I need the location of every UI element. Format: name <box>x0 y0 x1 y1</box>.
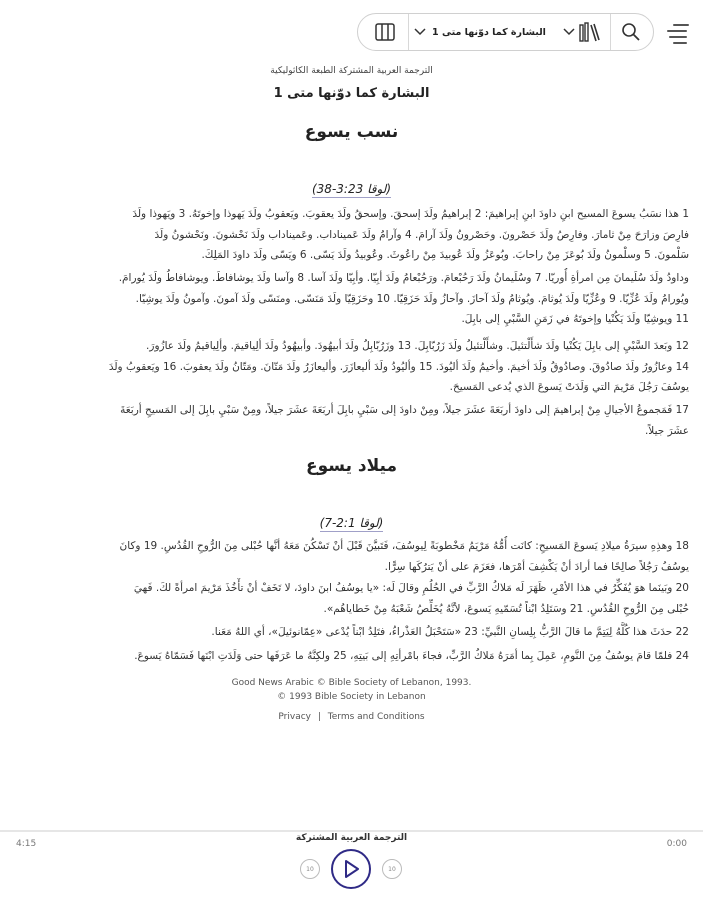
menu-button[interactable] <box>667 20 689 44</box>
paragraph <box>16 646 689 667</box>
columns-icon <box>375 23 395 41</box>
verse-line: يوسُفَ رَجُلَ مَرْيمَ التي وَلَدَتْ يَسوعَ الذي يُدعى المَسيحَ. <box>449 381 689 393</box>
cross-reference-link[interactable]: (لوقا 3:23-38) <box>311 182 391 196</box>
audio-title: الترجمة العربية المشتركة <box>295 833 408 843</box>
chapter-label: البشارة كما دوّنها متى 1 <box>432 26 546 38</box>
paragraph <box>16 204 689 266</box>
verse-line: 20 وبَينَما هوَ يُفَكِّرُ في هذا الأمْرِ، ظَهَرَ لَه مَلاكُ الرَّبِّ في الحُلُمِ وقالَ لَه: «يا يوسُفُ ابنَ داودَ، لا تَخَفْ أنْ تأْخُذَ مَرْيمَ امرأةً لكَ. فَهيَ <box>133 582 689 594</box>
verse-line: 1 هذا نسَبُ يسوعَ المسيح ابنِ داودَ ابنِ إبراهيمَ: 2 إبراهيمُ ولَدَ إسحقَ. وإسحقُ ولَدَ يعقوبَ. ويَعقوبُ ولَدَ يَهوذا وإخوتَهُ. 3 ويَهوذا ولَدَ <box>132 208 689 220</box>
copyright-line: Good News Arabic © Bible Society of Lebanon, 1993. <box>231 678 472 688</box>
verse-line: عشَرَ جيلاً. <box>644 424 689 437</box>
privacy-link[interactable]: Privacy <box>278 712 311 722</box>
paragraph <box>16 622 689 643</box>
skip-forward-button[interactable] <box>382 859 402 879</box>
verse-line: 14 وعازُورُ ولَدَ صادُوقَ. وصادُوقُ ولَدَ أخيمَ. وأخيمُ ولَدَ أليُودَ. 15 وأليُودُ ولَدَ أليعازَرَ. وأليعازَرُ ولَدَ مَتّانَ. ومَتّانُ ولَدَ يعقوبَ. 16 ويَعقوبُ ولَدَ <box>108 360 689 373</box>
parallel-view-button[interactable] <box>366 14 404 50</box>
translation-name: الترجمة العربية المشتركة الطبعة الكاثوليكية <box>270 66 433 76</box>
search-icon <box>621 22 641 42</box>
play-button[interactable] <box>331 849 371 889</box>
books-icon <box>579 22 601 42</box>
chapter-title: البشارة كما دوّنها متى 1 <box>273 86 430 101</box>
verse-line: 11 ويوشِيّا ولَدَ يَكُنْيا وإخوتَهُ في زَمَنِ السَّبْيِ إلى بابِلَ. <box>461 313 689 325</box>
chevron-down-icon <box>563 28 575 36</box>
audio-progress-bar[interactable] <box>0 830 703 832</box>
verse-line: ويُورامُ ولَدَ عُزِّيّا. 9 وعُزِّيّا ولَدَ يُوثامَ. ويُوثامُ ولَدَ آحازَ. وآحازُ ولَدَ حَزَقِيّا. 10 وحَزَقِيّا ولَدَ مَنَسّى. ومنَسّى ولَدَ آمونَ. وآمونُ ولَدَ يوشِيّا. <box>135 292 689 305</box>
skip-back-icon: 10 <box>306 865 314 873</box>
top-bar <box>0 0 703 60</box>
legal-links <box>0 712 703 722</box>
copyright-line: © 1993 Bible Society in Lebanon <box>277 692 426 702</box>
skip-forward-icon: 10 <box>388 865 396 873</box>
verse-line: 17 فَمَجموعُ الأجيالِ مِنْ إبراهيمَ إلى داودَ أربَعَةَ عشَرَ جيلاً، ومِنْ داودَ إلى سَبْيِ بابِلَ أربَعَةَ عشَرَ جيلاً، ومِنْ سَبْيِ بابِلَ إلى المَسيحِ أربَعَةَ <box>120 404 689 416</box>
verse-line: 12 وبَعدَ السَّبْيِ إلى بابِلَ يَكُنْيا ولَدَ شأَلْتئيلَ. وشأَلْتئيلُ ولَدَ زَرُبّابِلَ. 13 وزَرُبّابِلُ ولَدَ أبيهُودَ. وأبيهُودُ ولَدَ ألِياقيمَ. وألِياقيمُ ولَدَ عازُورَ. <box>146 340 689 352</box>
verse-line: 22 حدَثَ هذا كُلُّهُ لِيَتِمَّ ما قالَ الرَّبُّ بِلِسانِ النَّبيِّ: 23 «سَتَحْبَلُ العَذْراءُ، فتَلِدُ ابْناً يُدْعى «عِمّانوئيلَ»، أي اللهُ مَعَنا. <box>211 626 689 638</box>
audio-duration: 4:15 <box>16 839 37 849</box>
version-selector[interactable] <box>554 14 610 50</box>
reader-toolbar <box>357 13 654 51</box>
cross-reference-link[interactable]: (لوقا 2:1-7) <box>319 516 384 530</box>
verse-line: 18 وهذِهِ سيرَةُ ميلادِ يَسوعَ المَسيحِ: كانَت أُمُّهُ مَرْيَمُ مَخْطوبَةً لِيوسُفَ، فَتَبيَّنَ قَبْلَ أنْ تَسْكُنَ مَعَهُ أنَّها حُبْلى مِنَ الرُّوحِ القُدُسِ. 19 وكانَ <box>119 540 689 552</box>
paragraph <box>16 578 689 619</box>
verse-line: سَلْمونَ. 5 وسلْمونُ ولَدَ بُوعَزَ مِنْ راحابَ. وبُوعَزُ ولَدَ عُوبيدَ مِنْ راعُوثَ. وعُوبيدُ ولَدَ يَسّى. 6 ويَسّى ولَدَ داودَ المَلِكَ. <box>201 249 689 261</box>
verse-line: يوسُفُ رَجُلاً صالِحًا فما أرادَ أنْ يَكْشِفَ أمْرَها، فعَزَمَ على أنْ يَترُكَها سِرًّا. <box>384 560 689 573</box>
paragraph <box>16 400 689 441</box>
link-separator: | <box>317 712 321 722</box>
chevron-down-icon <box>414 28 426 36</box>
reader-content <box>0 60 703 820</box>
chapter-selector[interactable] <box>410 14 550 50</box>
play-icon <box>343 860 359 878</box>
verse-line: حُبْلى مِنَ الرُّوحِ القُدُسِ. 21 وسَتَلِدُ ابْناً تُسَمّيهِ يَسوعَ، لأنَّهُ يُخَلِّصُ شَعْبَهُ مِنْ خَطاياهُم». <box>323 602 689 615</box>
paragraph <box>16 536 689 577</box>
verse-line: فارِصَ وزارَحَ مِنْ ثامارَ. وفارِصُ ولَدَ حَصْرونَ. وحَصْرونُ ولَدَ آرامَ. 4 وآرامُ ولَدَ عَميناداب. وعَميناداب ولَدَ نَحْشونَ. ونَحْشونُ ولَدَ <box>154 228 689 241</box>
section-heading: نسب يسوع <box>304 122 399 142</box>
audio-elapsed: 0:00 <box>666 839 687 849</box>
verse-line: 24 فلمّا قامَ يوسُفُ مِنَ النَّومِ، عَمِلَ بِما أمَرَهُ مَلاكُ الرَّبِّ، فجاءَ بامْرأتِهِ إلى بَيتِهِ، 25 ولكِنَّهُ ما عَرَفَها حتى وَلَدَتِ ابْنَها فَسَمّاهُ يَسوعَ. <box>134 650 689 662</box>
section-heading: ميلاد يسوع <box>306 456 397 476</box>
search-button[interactable] <box>612 14 650 50</box>
paragraph <box>16 268 689 330</box>
skip-back-button[interactable] <box>300 859 320 879</box>
menu-icon <box>667 24 689 44</box>
terms-link[interactable]: Terms and Conditions <box>327 712 425 722</box>
verse-line: وداودُ ولَدَ سُلَيمانَ مِن امرأةِ أُوريّا. 7 وسُلَيمانُ ولَدَ رَحُبْعامَ. ورَحُبْعامُ ولَدَ أبِيّا. وأبِيّا ولَدَ آسا. 8 وآسا ولَدَ يوشافاطَ. ويوشافاطُ ولَدَ يُورامَ. <box>118 272 689 284</box>
paragraph <box>16 336 689 398</box>
audio-player <box>0 822 703 900</box>
